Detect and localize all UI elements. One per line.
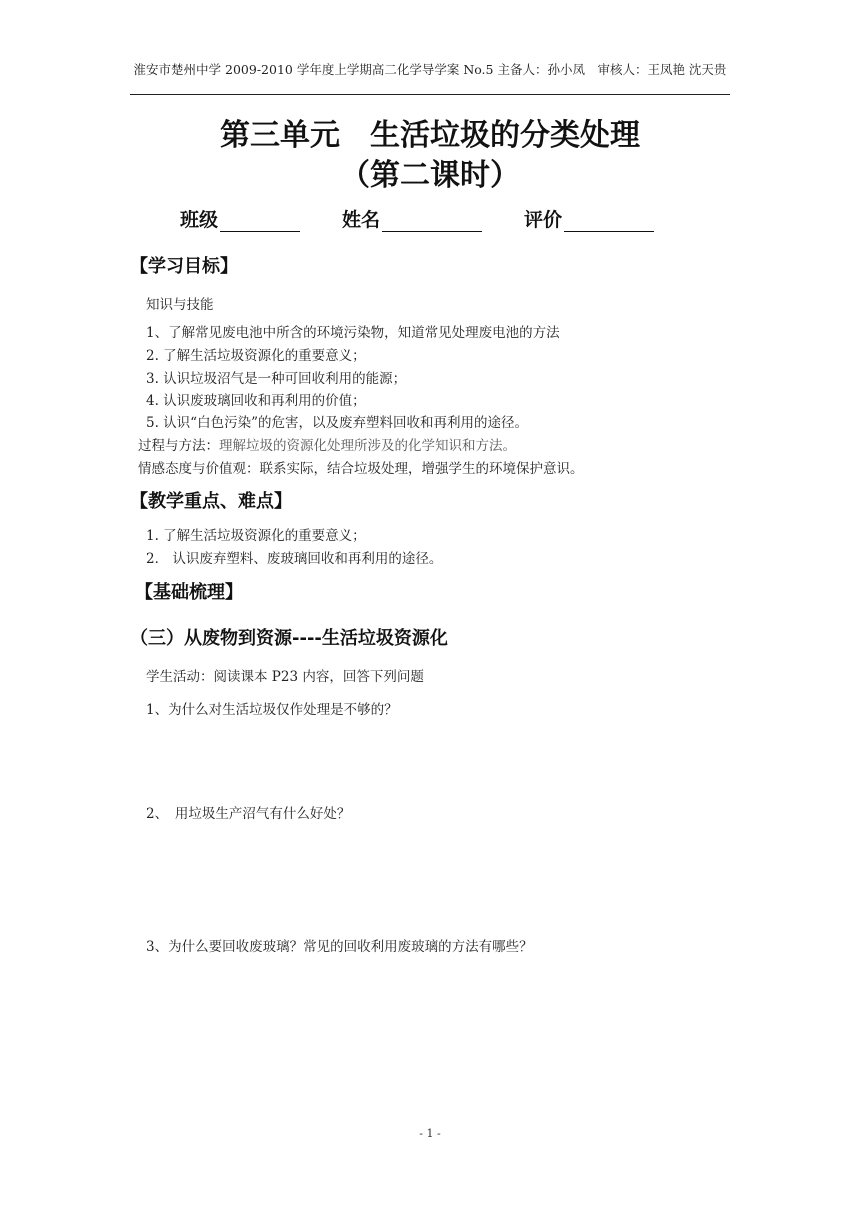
- grade-blank[interactable]: [564, 213, 654, 232]
- document-title: 第三单元 生活垃圾的分类处理: [220, 118, 640, 153]
- objective-item: 2. 了解生活垃圾资源化的重要意义；: [146, 348, 366, 364]
- objective-item: 3. 认识垃圾沼气是一种可回收利用的能源；: [146, 371, 407, 387]
- grade-field: [524, 205, 654, 232]
- key-points-heading: 【教学重点、难点】: [130, 491, 292, 512]
- question-item: 1、为什么对生活垃圾仅作处理是不够的？: [146, 702, 398, 718]
- student-activity: 学生活动：阅读课本 P23 内容，回答下列问题: [146, 669, 424, 685]
- objectives-heading: 【学习目标】: [130, 256, 238, 277]
- class-blank[interactable]: [220, 213, 300, 232]
- key-point-item: 2． 认识废弃塑料、废玻璃回收和再利用的途径。: [146, 551, 443, 567]
- basics-heading: 【基础梳理】: [135, 582, 243, 603]
- objective-item: 1、了解常见废电池中所含的环境污染物，知道常见处理废电池的方法: [146, 325, 560, 341]
- objective-item: 5. 认识“白色污染”的危害，以及废弃塑料回收和再利用的途径。: [146, 415, 528, 431]
- class-field: [180, 205, 300, 232]
- basics-subheading: （三）从废物到资源----生活垃圾资源化: [130, 628, 448, 649]
- grade-label: 评价: [524, 209, 563, 231]
- question-item: 3、为什么要回收废玻璃？常见的回收利用废玻璃的方法有哪些？: [146, 939, 533, 955]
- knowledge-label: 知识与技能: [146, 297, 214, 313]
- key-point-item: 1. 了解生活垃圾资源化的重要意义；: [146, 528, 366, 544]
- process-text: 理解垃圾的资源化处理所涉及的化学知识和方法。: [219, 438, 516, 454]
- class-label: 班级: [180, 209, 219, 231]
- header-rule: [130, 94, 730, 95]
- document-subtitle: （第二课时）: [340, 158, 520, 193]
- name-field: [342, 205, 482, 232]
- page-header: 淮安市楚州中学 2009-2010 学年度上学期高二化学导学案 No.5 主备人：孙小凤 审核人：王凤艳 沈天贵: [133, 62, 727, 77]
- process-method-line: [138, 434, 516, 454]
- page-number: - 1 -: [419, 1127, 441, 1140]
- question-item: 2、 用垃圾生产沼气有什么好处？: [146, 806, 351, 822]
- objective-item: 4. 认识废玻璃回收和再利用的价值；: [146, 393, 366, 409]
- name-label: 姓名: [342, 209, 381, 231]
- process-label: 过程与方法：: [138, 438, 219, 454]
- attitude-line: 情感态度与价值观：联系实际，结合垃圾处理，增强学生的环境保护意识。: [138, 461, 584, 477]
- name-blank[interactable]: [382, 213, 482, 232]
